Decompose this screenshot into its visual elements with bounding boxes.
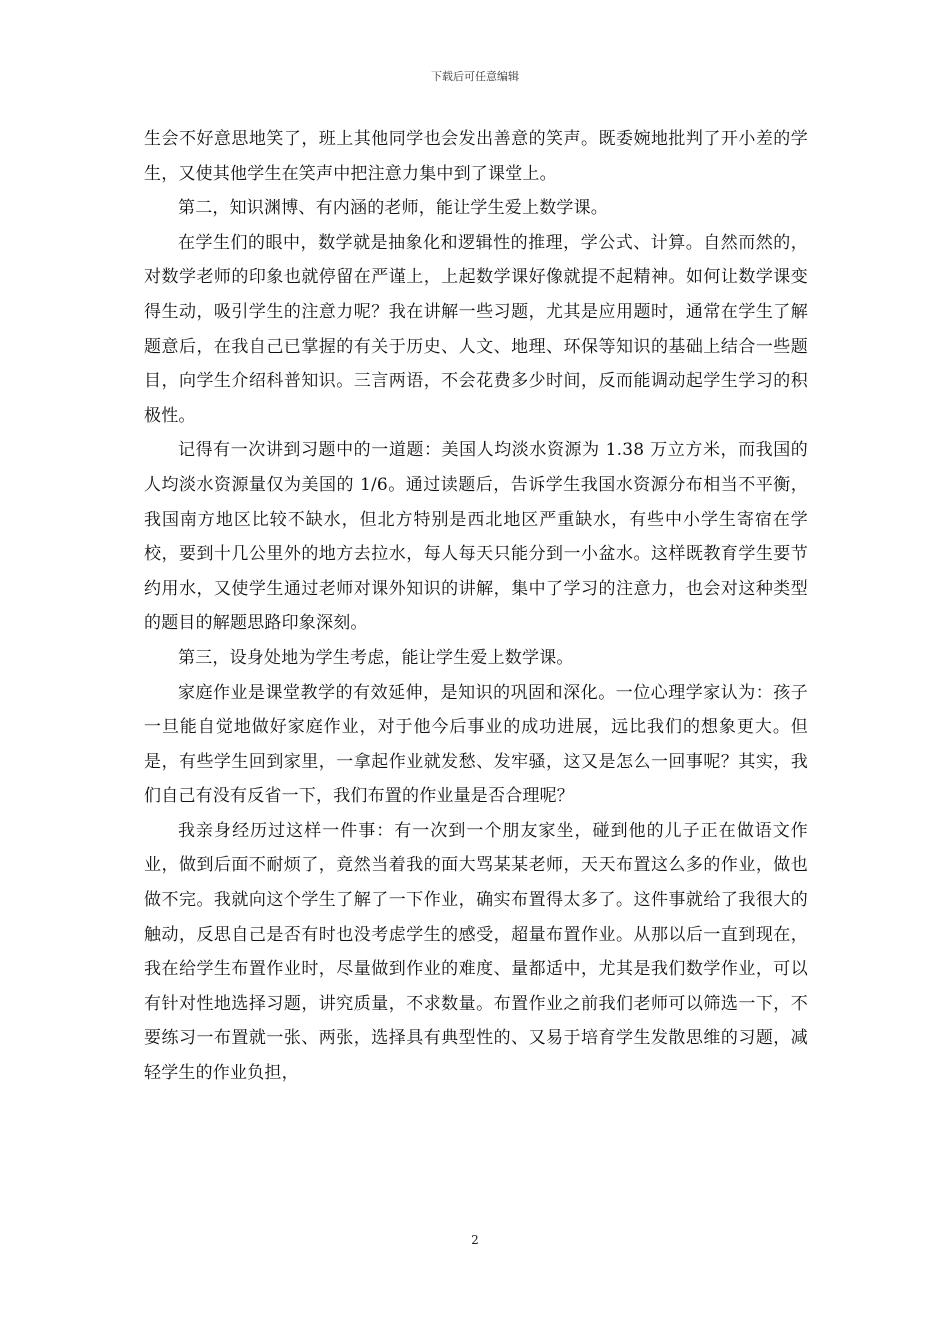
paragraph: 家庭作业是课堂教学的有效延伸，是知识的巩固和深化。一位心理学家认为：孩子一旦能自觉地做好家庭作业，对于他今后事业的成功进展，远比我们的想象更大。但是，有些学生回到家里，一拿起作业就发愁、发牢骚，这又是怎么一回事呢？其实，我们自己有没有反省一下，我们布置的作业量是否合理呢？ xyxy=(144,682,808,807)
document-body xyxy=(144,122,808,1091)
paragraph-section-three-heading: 第三，设身处地为学生考虑，能让学生爱上数学课。 xyxy=(178,647,574,668)
paragraph: 在学生们的眼中，数学就是抽象化和逻辑性的推理，学公式、计算。自然而然的，对数学老师的印象也就停留在严谨上，上起数学课好像就提不起精神。如何让数学课变得生动，吸引学生的注意力呢？我在讲解一些习题，尤其是应用题时，通常在学生了解题意后，在我自己已掌握的有关于历史、人文、地理、环保等知识的基础上结合一些题目，向学生介绍科普知识。三言两语，不会花费多少时间，反而能调动起学生学习的积极性。 xyxy=(144,232,808,426)
paragraph: 记得有一次讲到习题中的一道题：美国人均淡水资源为 1.38 万立方米，而我国的人均淡水资源量仅为美国的 1/6。通过读题后，告诉学生我国水资源分布相当不平衡，我国南方地区比较不缺水，但北方特别是西北地区严重缺水，有些中小学生寄宿在学校，要到十几公里外的地方去拉水，每人每天只能分到一小盆水。这样既教育学生要节约用水，又使学生通过老师对课外知识的讲解，集中了学习的注意力，也会对这种类型的题目的解题思路印象深刻。 xyxy=(144,440,808,634)
paragraph: 我亲身经历过这样一件事：有一次到一个朋友家坐，碰到他的儿子正在做语文作业，做到后面不耐烦了，竟然当着我的面大骂某某老师，天天布置这么多的作业，做也做不完。我就向这个学生了解了一下作业，确实布置得太多了。这件事就给了我很大的触动，反思自己是否有时也没考虑学生的感受，超量布置作业。从那以后一直到现在，我在给学生布置作业时，尽量做到作业的难度、量都适中，尤其是我们数学作业，可以有针对性地选择习题，讲究质量，不求数量。布置作业之前我们老师可以筛选一下，不要练习一布置就一张、两张，选择具有典型性的、又易于培育学生发散思维的习题，减轻学生的作业负担， xyxy=(144,820,808,1084)
paragraph-section-two-heading: 第二，知识渊博、有内涵的老师，能让学生爱上数学课。 xyxy=(178,198,608,219)
page-number: 2 xyxy=(471,1233,479,1247)
page-header: 下载后可任意编辑 xyxy=(431,70,519,83)
paragraph-continued: 生会不好意思地笑了，班上其他同学也会发出善意的笑声。既委婉地批判了开小差的学生，又使其他学生在笑声中把注意力集中到了课堂上。 xyxy=(144,129,808,184)
